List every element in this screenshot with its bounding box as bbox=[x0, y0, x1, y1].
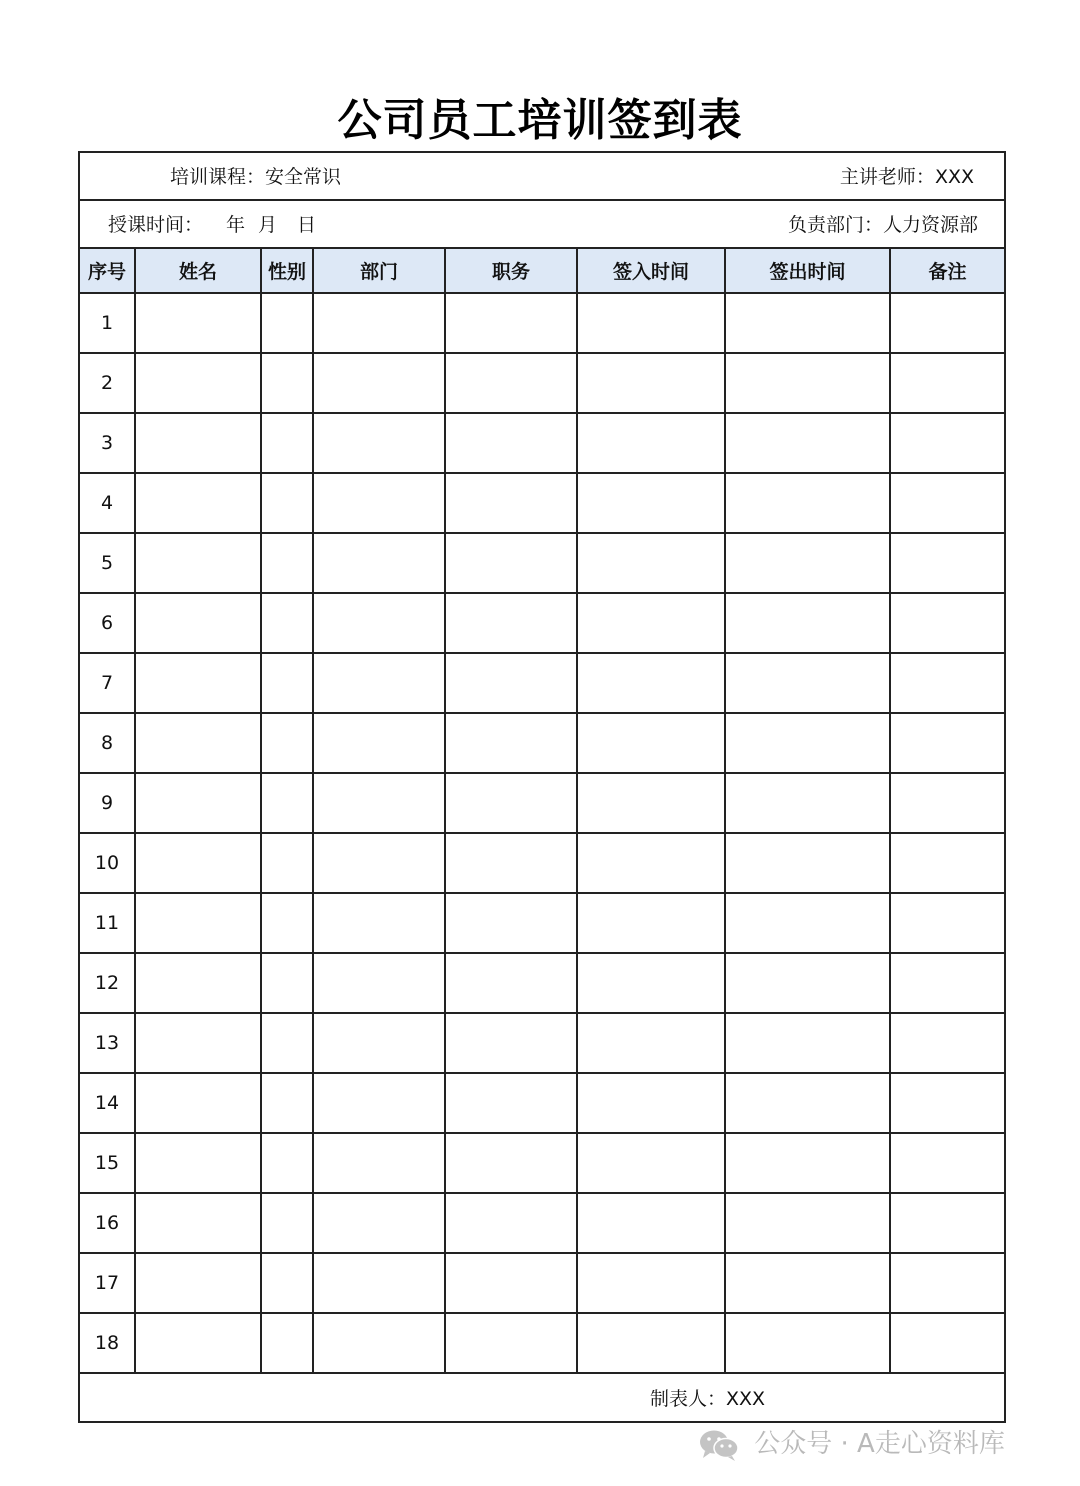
department-cell[interactable] bbox=[313, 293, 445, 353]
position-cell[interactable] bbox=[445, 1073, 577, 1133]
remarks-cell[interactable] bbox=[890, 1133, 1004, 1193]
position-cell[interactable] bbox=[445, 593, 577, 653]
wechat-icon bbox=[698, 1429, 754, 1459]
sign-in-cell[interactable] bbox=[577, 353, 725, 413]
position-cell[interactable] bbox=[445, 773, 577, 833]
sign-in-cell[interactable] bbox=[577, 473, 725, 533]
department-cell[interactable] bbox=[313, 1313, 445, 1373]
sign-in-cell[interactable] bbox=[577, 1193, 725, 1253]
department-cell[interactable] bbox=[313, 353, 445, 413]
name-cell[interactable] bbox=[135, 653, 261, 713]
maker-field bbox=[650, 1376, 765, 1423]
gender-cell[interactable] bbox=[261, 1073, 313, 1133]
course-value: 安全常识 bbox=[265, 166, 342, 188]
table-row bbox=[80, 533, 1004, 593]
table-row bbox=[80, 1313, 1004, 1373]
position-cell[interactable] bbox=[445, 713, 577, 773]
course-label: 培训课程： bbox=[170, 166, 266, 188]
header-serial: 序号 bbox=[80, 249, 135, 293]
position-cell[interactable] bbox=[445, 293, 577, 353]
sign-in-cell[interactable] bbox=[577, 593, 725, 653]
table-row bbox=[80, 293, 1004, 353]
department-cell[interactable] bbox=[313, 1013, 445, 1073]
day-label: 日 bbox=[297, 214, 317, 236]
month-label: 月 bbox=[258, 214, 278, 236]
sign-in-cell[interactable] bbox=[577, 713, 725, 773]
gender-cell[interactable] bbox=[261, 893, 313, 953]
sign-in-cell[interactable] bbox=[577, 1133, 725, 1193]
sign-in-cell[interactable] bbox=[577, 1013, 725, 1073]
gender-cell[interactable] bbox=[261, 1193, 313, 1253]
sign-out-cell[interactable] bbox=[725, 593, 890, 653]
position-cell[interactable] bbox=[445, 1133, 577, 1193]
name-cell[interactable] bbox=[135, 953, 261, 1013]
header-department: 部门 bbox=[313, 249, 445, 293]
remarks-cell[interactable] bbox=[890, 1253, 1004, 1313]
table-body bbox=[80, 293, 1004, 1373]
gender-cell[interactable] bbox=[261, 353, 313, 413]
remarks-cell[interactable] bbox=[890, 353, 1004, 413]
position-cell[interactable] bbox=[445, 893, 577, 953]
gender-cell[interactable] bbox=[261, 293, 313, 353]
remarks-cell[interactable] bbox=[890, 533, 1004, 593]
remarks-cell[interactable] bbox=[890, 1073, 1004, 1133]
serial-cell: 16 bbox=[80, 1193, 135, 1253]
sign-out-cell[interactable] bbox=[725, 1253, 890, 1313]
sign-in-cell[interactable] bbox=[577, 293, 725, 353]
position-cell[interactable] bbox=[445, 533, 577, 593]
department-cell[interactable] bbox=[313, 1253, 445, 1313]
sign-out-cell[interactable] bbox=[725, 413, 890, 473]
serial-cell: 1 bbox=[80, 293, 135, 353]
serial-cell: 10 bbox=[80, 833, 135, 893]
department-cell[interactable] bbox=[313, 953, 445, 1013]
name-cell[interactable] bbox=[135, 1253, 261, 1313]
serial-cell: 14 bbox=[80, 1073, 135, 1133]
header-sign-out-time: 签出时间 bbox=[725, 249, 890, 293]
gender-cell[interactable] bbox=[261, 713, 313, 773]
department-field bbox=[788, 201, 978, 249]
position-cell[interactable] bbox=[445, 833, 577, 893]
serial-cell: 12 bbox=[80, 953, 135, 1013]
serial-cell: 11 bbox=[80, 893, 135, 953]
gender-cell[interactable] bbox=[261, 1013, 313, 1073]
sign-in-cell[interactable] bbox=[577, 773, 725, 833]
sign-out-cell[interactable] bbox=[725, 893, 890, 953]
name-cell[interactable] bbox=[135, 1193, 261, 1253]
department-value: 人力资源部 bbox=[882, 214, 978, 236]
remarks-cell[interactable] bbox=[890, 713, 1004, 773]
table-row bbox=[80, 473, 1004, 533]
name-cell[interactable] bbox=[135, 593, 261, 653]
name-cell[interactable] bbox=[135, 473, 261, 533]
gender-cell[interactable] bbox=[261, 1313, 313, 1373]
course-field bbox=[170, 153, 341, 201]
lecturer-field bbox=[840, 153, 974, 201]
sign-in-cell[interactable] bbox=[577, 1073, 725, 1133]
header-name: 姓名 bbox=[135, 249, 261, 293]
table-row bbox=[80, 833, 1004, 893]
name-cell[interactable] bbox=[135, 1013, 261, 1073]
department-cell[interactable] bbox=[313, 833, 445, 893]
remarks-cell[interactable] bbox=[890, 1013, 1004, 1073]
name-cell[interactable] bbox=[135, 1073, 261, 1133]
remarks-cell[interactable] bbox=[890, 953, 1004, 1013]
sign-in-cell[interactable] bbox=[577, 1313, 725, 1373]
name-cell[interactable] bbox=[135, 413, 261, 473]
department-cell[interactable] bbox=[313, 533, 445, 593]
serial-cell: 18 bbox=[80, 1313, 135, 1373]
department-cell[interactable] bbox=[313, 773, 445, 833]
gender-cell[interactable] bbox=[261, 593, 313, 653]
department-cell[interactable] bbox=[313, 473, 445, 533]
watermark bbox=[698, 1424, 1005, 1464]
remarks-cell[interactable] bbox=[890, 773, 1004, 833]
table-row bbox=[80, 353, 1004, 413]
name-cell[interactable] bbox=[135, 353, 261, 413]
remarks-cell[interactable] bbox=[890, 1193, 1004, 1253]
position-cell[interactable] bbox=[445, 353, 577, 413]
sign-out-cell[interactable] bbox=[725, 833, 890, 893]
department-cell[interactable] bbox=[313, 713, 445, 773]
time-label: 授课时间： bbox=[108, 214, 204, 236]
gender-cell[interactable] bbox=[261, 953, 313, 1013]
name-cell[interactable] bbox=[135, 833, 261, 893]
position-cell[interactable] bbox=[445, 1313, 577, 1373]
remarks-cell[interactable] bbox=[890, 833, 1004, 893]
sign-out-cell[interactable] bbox=[725, 773, 890, 833]
position-cell[interactable] bbox=[445, 1253, 577, 1313]
serial-cell: 13 bbox=[80, 1013, 135, 1073]
table-row bbox=[80, 1013, 1004, 1073]
gender-cell[interactable] bbox=[261, 653, 313, 713]
position-cell[interactable] bbox=[445, 473, 577, 533]
remarks-cell[interactable] bbox=[890, 893, 1004, 953]
gender-cell[interactable] bbox=[261, 413, 313, 473]
position-cell[interactable] bbox=[445, 653, 577, 713]
department-label: 负责部门： bbox=[787, 214, 883, 236]
sign-out-cell[interactable] bbox=[725, 473, 890, 533]
serial-cell: 15 bbox=[80, 1133, 135, 1193]
sign-out-cell[interactable] bbox=[725, 293, 890, 353]
serial-cell: 5 bbox=[80, 533, 135, 593]
sign-out-cell[interactable] bbox=[725, 1313, 890, 1373]
name-cell[interactable] bbox=[135, 713, 261, 773]
gender-cell[interactable] bbox=[261, 773, 313, 833]
table-row bbox=[80, 1133, 1004, 1193]
department-cell[interactable] bbox=[313, 1073, 445, 1133]
gender-cell[interactable] bbox=[261, 533, 313, 593]
sign-out-cell[interactable] bbox=[725, 1193, 890, 1253]
sign-out-cell[interactable] bbox=[725, 1133, 890, 1193]
remarks-cell[interactable] bbox=[890, 1313, 1004, 1373]
serial-cell: 8 bbox=[80, 713, 135, 773]
remarks-cell[interactable] bbox=[890, 593, 1004, 653]
table-row bbox=[80, 653, 1004, 713]
gender-cell[interactable] bbox=[261, 833, 313, 893]
table-row bbox=[80, 953, 1004, 1013]
watermark-text: 公众号 · A走心资料库 bbox=[754, 1429, 1005, 1459]
course-info-row bbox=[80, 153, 1004, 201]
gender-cell[interactable] bbox=[261, 1253, 313, 1313]
name-cell[interactable] bbox=[135, 893, 261, 953]
department-cell[interactable] bbox=[313, 1133, 445, 1193]
name-cell[interactable] bbox=[135, 1313, 261, 1373]
serial-cell: 4 bbox=[80, 473, 135, 533]
serial-cell: 2 bbox=[80, 353, 135, 413]
table-footer bbox=[80, 1376, 1004, 1423]
year-label: 年 bbox=[226, 214, 246, 236]
position-cell[interactable] bbox=[445, 413, 577, 473]
sign-out-cell[interactable] bbox=[725, 713, 890, 773]
name-cell[interactable] bbox=[135, 1133, 261, 1193]
position-cell[interactable] bbox=[445, 1013, 577, 1073]
sign-out-cell[interactable] bbox=[725, 653, 890, 713]
lecturer-value: XXX bbox=[934, 166, 974, 188]
serial-cell: 17 bbox=[80, 1253, 135, 1313]
name-cell[interactable] bbox=[135, 293, 261, 353]
table-row bbox=[80, 773, 1004, 833]
gender-cell[interactable] bbox=[261, 1133, 313, 1193]
table-row bbox=[80, 413, 1004, 473]
sign-in-cell[interactable] bbox=[577, 953, 725, 1013]
sign-in-cell[interactable] bbox=[577, 1253, 725, 1313]
header-sign-in-time: 签入时间 bbox=[577, 249, 725, 293]
sign-in-cell[interactable] bbox=[577, 653, 725, 713]
name-cell[interactable] bbox=[135, 773, 261, 833]
serial-cell: 6 bbox=[80, 593, 135, 653]
serial-cell: 3 bbox=[80, 413, 135, 473]
table-row bbox=[80, 1193, 1004, 1253]
department-cell[interactable] bbox=[313, 593, 445, 653]
header-remarks: 备注 bbox=[890, 249, 1004, 293]
sign-out-cell[interactable] bbox=[725, 353, 890, 413]
table-row bbox=[80, 893, 1004, 953]
table-row bbox=[80, 1073, 1004, 1133]
serial-cell: 7 bbox=[80, 653, 135, 713]
remarks-cell[interactable] bbox=[890, 413, 1004, 473]
sign-in-cell[interactable] bbox=[577, 893, 725, 953]
remarks-cell[interactable] bbox=[890, 473, 1004, 533]
table-row bbox=[80, 713, 1004, 773]
sign-out-cell[interactable] bbox=[725, 1073, 890, 1133]
header-position: 职务 bbox=[445, 249, 577, 293]
attendance-table bbox=[80, 249, 1004, 1374]
sign-in-cell[interactable] bbox=[577, 533, 725, 593]
position-cell[interactable] bbox=[445, 1193, 577, 1253]
department-cell[interactable] bbox=[313, 893, 445, 953]
time-info-row bbox=[80, 201, 1004, 249]
department-cell[interactable] bbox=[313, 413, 445, 473]
lecturer-label: 主讲老师： bbox=[839, 166, 935, 188]
remarks-cell[interactable] bbox=[890, 653, 1004, 713]
department-cell[interactable] bbox=[313, 1193, 445, 1253]
header-gender: 性别 bbox=[261, 249, 313, 293]
serial-cell: 9 bbox=[80, 773, 135, 833]
maker-value: XXX bbox=[726, 1388, 766, 1410]
name-cell[interactable] bbox=[135, 533, 261, 593]
table-row bbox=[80, 1253, 1004, 1313]
sign-out-cell[interactable] bbox=[725, 1013, 890, 1073]
gender-cell[interactable] bbox=[261, 473, 313, 533]
maker-label: 制表人： bbox=[650, 1388, 727, 1410]
sign-out-cell[interactable] bbox=[725, 953, 890, 1013]
position-cell[interactable] bbox=[445, 953, 577, 1013]
sign-in-cell[interactable] bbox=[577, 413, 725, 473]
table-header-row bbox=[80, 249, 1004, 293]
sign-in-sheet bbox=[78, 151, 1006, 1423]
sign-out-cell[interactable] bbox=[725, 533, 890, 593]
remarks-cell[interactable] bbox=[890, 293, 1004, 353]
page-title: 公司员工培训签到表 bbox=[337, 95, 743, 146]
table-row bbox=[80, 593, 1004, 653]
sign-in-cell[interactable] bbox=[577, 833, 725, 893]
department-cell[interactable] bbox=[313, 653, 445, 713]
